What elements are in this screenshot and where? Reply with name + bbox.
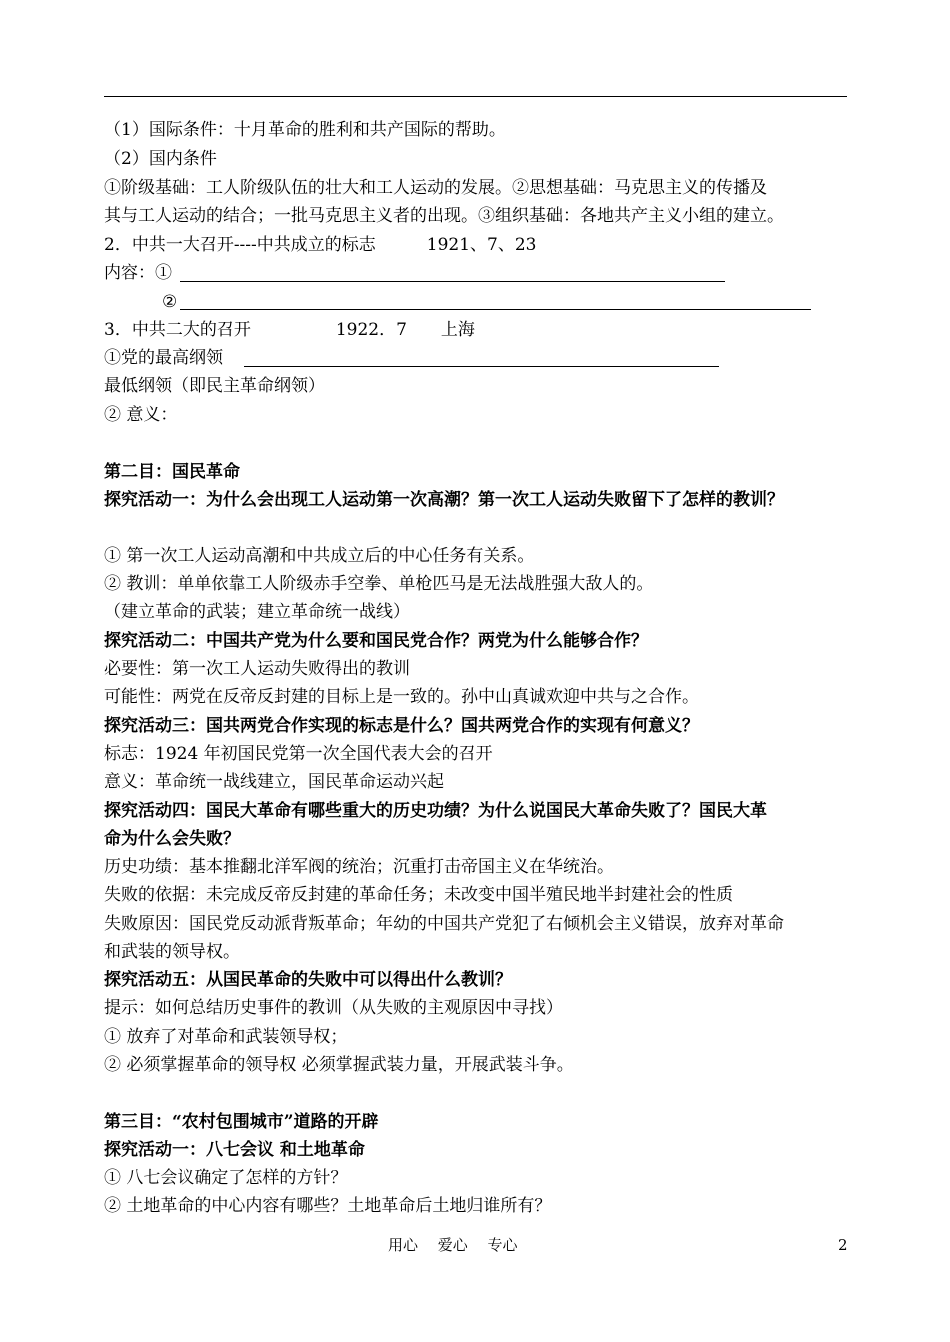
domestic-condition: （2）国内条件 [104, 149, 217, 169]
section3-title: 第三目：“农村包围城市”道路的开辟 [104, 1112, 379, 1132]
header-rule [104, 96, 847, 97]
page-number: 2 [838, 1236, 848, 1254]
activity-1-answer-2: ② 教训：单单依靠工人阶级赤手空拳、单枪匹马是无法战胜强大敌人的。 [104, 574, 654, 594]
activity-5-answer-1: 提示：如何总结历史事件的教训（从失败的主观原因中寻找） [104, 998, 563, 1018]
activity-5-question: 探究活动五：从国民革命的失败中可以得出什么教训？ [104, 970, 512, 990]
activity-2-answer-1: 必要性：第一次工人运动失败得出的教训 [104, 659, 410, 679]
activity-1-answer-1: ① 第一次工人运动高潮和中共成立后的中心任务有关系。 [104, 546, 535, 566]
activity-3-question: 探究活动三：国共两党合作实现的标志是什么？国共两党合作的实现有何意义？ [104, 716, 699, 736]
activity-1-answer-3: （建立革命的武装；建立革命统一战线） [104, 602, 410, 622]
fill-blank-2[interactable] [180, 309, 811, 310]
fill-blank-1[interactable] [180, 281, 725, 282]
fill-blank-3[interactable] [244, 366, 719, 367]
activity-1-question: 探究活动一：为什么会出现工人运动第一次高潮？第一次工人运动失败留下了怎样的教训？ [104, 490, 784, 510]
activity-4-question-1: 探究活动四：国民大革命有哪些重大的历史功绩？为什么说国民大革命失败了？国民大革 [104, 801, 767, 821]
section3-answer-1: ① 八七会议确定了怎样的方针？ [104, 1168, 348, 1188]
activity-4-question-2: 命为什么会失败？ [104, 829, 240, 849]
max-program-label: ①党的最高纲领 [104, 348, 223, 368]
activity-3-answer-1: 标志：1924 年初国民党第一次全国代表大会的召开 [104, 744, 493, 764]
activity-2-answer-2: 可能性：两党在反帝反封建的目标上是一致的。孙中山真诚欢迎中共与之合作。 [104, 687, 699, 707]
significance-label: ② 意义： [104, 405, 178, 425]
activity-4-answer-1: 历史功绩：基本推翻北洋军阀的统治；沉重打击帝国主义在华统治。 [104, 857, 614, 877]
section3-answer-2: ② 土地革命的中心内容有哪些？土地革命后土地归谁所有？ [104, 1196, 552, 1216]
congress2-heading: 3．中共二大的召开 1922．7 上海 [104, 320, 475, 340]
min-program: 最低纲领（即民主革命纲领） [104, 376, 325, 396]
activity-5-answer-2: ① 放弃了对革命和武装领导权； [104, 1027, 348, 1047]
basis-line-2: 其与工人运动的结合；一批马克思主义者的出现。③组织基础：各地共产主义小组的建立。 [104, 206, 784, 226]
activity-2-question: 探究活动二：中国共产党为什么要和国民党合作？两党为什么能够合作？ [104, 631, 648, 651]
section3-activity-1-question: 探究活动一：八七会议 和土地革命 [104, 1140, 365, 1160]
footer-motto: 用心 爱心 专心 [388, 1236, 518, 1254]
activity-4-answer-2: 失败的依据：未完成反帝反封建的革命任务；未改变中国半殖民地半封建社会的性质 [104, 885, 733, 905]
activity-4-answer-4: 和武装的领导权。 [104, 942, 240, 962]
activity-4-answer-3: 失败原因：国民党反动派背叛革命；年幼的中国共产党犯了右倾机会主义错误，放弃对革命 [104, 914, 784, 934]
content-label: 内容：① [104, 263, 172, 283]
intl-condition: （1）国际条件：十月革命的胜利和共产国际的帮助。 [104, 120, 506, 140]
basis-line-1: ①阶级基础：工人阶级队伍的壮大和工人运动的发展。②思想基础：马克思主义的传播及 [104, 178, 767, 198]
activity-5-answer-3: ② 必须掌握革命的领导权 必须掌握武装力量，开展武装斗争。 [104, 1055, 574, 1075]
activity-3-answer-2: 意义：革命统一战线建立，国民革命运动兴起 [104, 772, 444, 792]
section2-title: 第二目：国民革命 [104, 462, 240, 482]
congress1-heading: 2．中共一大召开----中共成立的标志 1921、7、23 [104, 235, 537, 255]
content-mark-2: ② [162, 292, 178, 312]
